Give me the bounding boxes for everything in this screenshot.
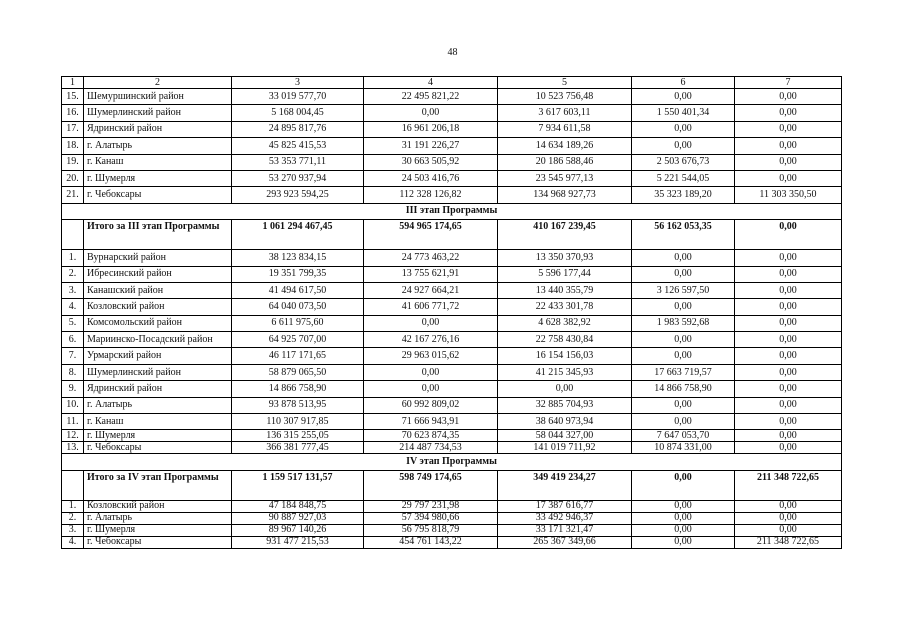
federal-budget: 24 927 664,21 — [364, 282, 498, 298]
budget-table — [61, 76, 842, 549]
federal-budget: 71 666 943,91 — [364, 414, 498, 430]
other-sources: 211 348 722,65 — [735, 536, 842, 548]
other-sources: 0,00 — [735, 170, 842, 186]
republic-budget: 265 367 349,66 — [498, 536, 632, 548]
municipality-name: Итого за IV этап Программы — [84, 470, 232, 500]
republic-budget: 5 596 177,44 — [498, 266, 632, 282]
total-amount: 41 494 617,50 — [232, 282, 364, 298]
municipality-name: Мариинско-Посадский район — [84, 332, 232, 348]
row-number — [62, 220, 84, 250]
stage-4-total-row — [62, 470, 842, 500]
row-number: 19. — [62, 154, 84, 170]
municipality-name: г. Чебоксары — [84, 536, 232, 548]
row-number: 9. — [62, 381, 84, 397]
other-sources: 11 303 350,50 — [735, 187, 842, 203]
table-row — [62, 536, 842, 548]
local-budget: 3 126 597,50 — [632, 282, 735, 298]
local-budget: 0,00 — [632, 332, 735, 348]
row-number: 1 — [62, 77, 84, 89]
republic-budget: 17 387 616,77 — [498, 500, 632, 512]
local-budget: 0,00 — [632, 512, 735, 524]
table-row — [62, 315, 842, 331]
table-row — [62, 105, 842, 121]
republic-budget: 38 640 973,94 — [498, 414, 632, 430]
federal-budget: 31 191 226,27 — [364, 138, 498, 154]
federal-budget: 598 749 174,65 — [364, 470, 498, 500]
total-amount: 38 123 834,15 — [232, 250, 364, 266]
federal-budget: 594 965 174,65 — [364, 220, 498, 250]
local-budget: 0,00 — [632, 414, 735, 430]
local-budget: 0,00 — [632, 138, 735, 154]
table-row — [62, 121, 842, 137]
total-amount: 53 353 771,11 — [232, 154, 364, 170]
municipality-name: г. Алатырь — [84, 397, 232, 413]
local-budget: 0,00 — [632, 470, 735, 500]
republic-budget: 22 758 430,84 — [498, 332, 632, 348]
municipality-name: Ибресинский район — [84, 266, 232, 282]
republic-budget: 10 523 756,48 — [498, 89, 632, 105]
table-row — [62, 442, 842, 454]
other-sources: 0,00 — [735, 348, 842, 364]
republic-budget: 22 433 301,78 — [498, 299, 632, 315]
republic-budget: 20 186 588,46 — [498, 154, 632, 170]
table-row — [62, 282, 842, 298]
other-sources: 0,00 — [735, 430, 842, 442]
total-amount: 6 611 975,60 — [232, 315, 364, 331]
federal-budget: 22 495 821,22 — [364, 89, 498, 105]
republic-budget: 33 492 946,37 — [498, 512, 632, 524]
total-amount: 90 887 927,03 — [232, 512, 364, 524]
other-sources: 0,00 — [735, 154, 842, 170]
total-amount: 47 184 848,75 — [232, 500, 364, 512]
row-number: 21. — [62, 187, 84, 203]
total-amount: 3 — [232, 77, 364, 89]
total-amount: 45 825 415,53 — [232, 138, 364, 154]
row-number: 8. — [62, 364, 84, 380]
other-sources: 7 — [735, 77, 842, 89]
table-row — [62, 89, 842, 105]
other-sources: 0,00 — [735, 442, 842, 454]
table-row — [62, 170, 842, 186]
municipality-name: г. Чебоксары — [84, 187, 232, 203]
row-number: 3. — [62, 282, 84, 298]
table-header-row — [62, 77, 842, 89]
other-sources: 0,00 — [735, 500, 842, 512]
table-row — [62, 414, 842, 430]
table-row — [62, 332, 842, 348]
table-row — [62, 524, 842, 536]
row-number: 10. — [62, 397, 84, 413]
republic-budget: 16 154 156,03 — [498, 348, 632, 364]
table-row — [62, 381, 842, 397]
local-budget: 10 874 331,00 — [632, 442, 735, 454]
table-row — [62, 154, 842, 170]
republic-budget: 13 350 370,93 — [498, 250, 632, 266]
table-row — [62, 364, 842, 380]
local-budget: 35 323 189,20 — [632, 187, 735, 203]
municipality-name: Козловский район — [84, 299, 232, 315]
total-amount: 931 477 215,53 — [232, 536, 364, 548]
other-sources: 0,00 — [735, 512, 842, 524]
federal-budget: 24 503 416,76 — [364, 170, 498, 186]
other-sources: 0,00 — [735, 266, 842, 282]
republic-budget: 7 934 611,58 — [498, 121, 632, 137]
local-budget: 0,00 — [632, 89, 735, 105]
other-sources: 0,00 — [735, 121, 842, 137]
municipality-name: г. Шумерля — [84, 524, 232, 536]
federal-budget: 42 167 276,16 — [364, 332, 498, 348]
republic-budget: 33 171 321,47 — [498, 524, 632, 536]
federal-budget: 454 761 143,22 — [364, 536, 498, 548]
federal-budget: 60 992 809,02 — [364, 397, 498, 413]
municipality-name: Шумерлинский район — [84, 364, 232, 380]
total-amount: 53 270 937,94 — [232, 170, 364, 186]
federal-budget: 70 623 874,35 — [364, 430, 498, 442]
municipality-name: г. Чебоксары — [84, 442, 232, 454]
federal-budget: 16 961 206,18 — [364, 121, 498, 137]
total-amount: 366 381 777,45 — [232, 442, 364, 454]
total-amount: 58 879 065,50 — [232, 364, 364, 380]
republic-budget: 41 215 345,93 — [498, 364, 632, 380]
local-budget: 17 663 719,57 — [632, 364, 735, 380]
local-budget: 0,00 — [632, 266, 735, 282]
republic-budget: 134 968 927,73 — [498, 187, 632, 203]
federal-budget: 4 — [364, 77, 498, 89]
total-amount: 93 878 513,95 — [232, 397, 364, 413]
row-number: 20. — [62, 170, 84, 186]
local-budget: 5 221 544,05 — [632, 170, 735, 186]
local-budget: 0,00 — [632, 524, 735, 536]
total-amount: 1 061 294 467,45 — [232, 220, 364, 250]
local-budget: 0,00 — [632, 299, 735, 315]
total-amount: 293 923 594,25 — [232, 187, 364, 203]
local-budget: 56 162 053,35 — [632, 220, 735, 250]
row-number: 17. — [62, 121, 84, 137]
table-row — [62, 430, 842, 442]
local-budget: 0,00 — [632, 500, 735, 512]
federal-budget: 214 487 734,53 — [364, 442, 498, 454]
local-budget: 0,00 — [632, 348, 735, 364]
table-row — [62, 299, 842, 315]
total-amount: 5 168 004,45 — [232, 105, 364, 121]
republic-budget: 141 019 711,92 — [498, 442, 632, 454]
row-number: 5. — [62, 315, 84, 331]
local-budget: 2 503 676,73 — [632, 154, 735, 170]
row-number: 12. — [62, 430, 84, 442]
row-number: 2. — [62, 266, 84, 282]
municipality-name: Комсомольский район — [84, 315, 232, 331]
municipality-name: г. Канаш — [84, 154, 232, 170]
local-budget: 0,00 — [632, 250, 735, 266]
republic-budget: 0,00 — [498, 381, 632, 397]
row-number: 7. — [62, 348, 84, 364]
table-row — [62, 512, 842, 524]
row-number: 16. — [62, 105, 84, 121]
municipality-name: г. Шумерля — [84, 170, 232, 186]
row-number — [62, 470, 84, 500]
federal-budget: 29 797 231,98 — [364, 500, 498, 512]
federal-budget: 0,00 — [364, 105, 498, 121]
total-amount: 19 351 799,35 — [232, 266, 364, 282]
municipality-name: Ядринский район — [84, 381, 232, 397]
federal-budget: 30 663 505,92 — [364, 154, 498, 170]
row-number: 3. — [62, 524, 84, 536]
local-budget: 0,00 — [632, 536, 735, 548]
total-amount: 24 895 817,76 — [232, 121, 364, 137]
municipality-name: Шумерлинский район — [84, 105, 232, 121]
row-number: 18. — [62, 138, 84, 154]
total-amount: 1 159 517 131,57 — [232, 470, 364, 500]
stage-3-total-row — [62, 220, 842, 250]
federal-budget: 0,00 — [364, 364, 498, 380]
federal-budget: 29 963 015,62 — [364, 348, 498, 364]
row-number: 6. — [62, 332, 84, 348]
republic-budget: 13 440 355,79 — [498, 282, 632, 298]
republic-budget: 3 617 603,11 — [498, 105, 632, 121]
total-amount: 14 866 758,90 — [232, 381, 364, 397]
stage-4-heading-row — [62, 454, 842, 470]
row-number: 1. — [62, 250, 84, 266]
municipality-name: 2 — [84, 77, 232, 89]
municipality-name: Козловский район — [84, 500, 232, 512]
local-budget: 6 — [632, 77, 735, 89]
total-amount: 64 040 073,50 — [232, 299, 364, 315]
local-budget: 1 983 592,68 — [632, 315, 735, 331]
table-row — [62, 266, 842, 282]
total-amount: 136 315 255,05 — [232, 430, 364, 442]
other-sources: 0,00 — [735, 138, 842, 154]
federal-budget: 56 795 818,79 — [364, 524, 498, 536]
republic-budget: 32 885 704,93 — [498, 397, 632, 413]
municipality-name: Ядринский район — [84, 121, 232, 137]
row-number: 2. — [62, 512, 84, 524]
federal-budget: 0,00 — [364, 315, 498, 331]
total-amount: 64 925 707,00 — [232, 332, 364, 348]
row-number: 15. — [62, 89, 84, 105]
municipality-name: г. Шумерля — [84, 430, 232, 442]
total-amount: 110 307 917,85 — [232, 414, 364, 430]
municipality-name: Итого за III этап Программы — [84, 220, 232, 250]
federal-budget: 112 328 126,82 — [364, 187, 498, 203]
federal-budget: 13 755 621,91 — [364, 266, 498, 282]
municipality-name: Шемуршинский район — [84, 89, 232, 105]
other-sources: 0,00 — [735, 250, 842, 266]
local-budget: 14 866 758,90 — [632, 381, 735, 397]
other-sources: 0,00 — [735, 414, 842, 430]
stage-title: III этап Программы — [62, 203, 842, 219]
total-amount: 33 019 577,70 — [232, 89, 364, 105]
table-row — [62, 138, 842, 154]
municipality-name: г. Алатырь — [84, 138, 232, 154]
row-number: 11. — [62, 414, 84, 430]
municipality-name: Урмарский район — [84, 348, 232, 364]
federal-budget: 57 394 980,66 — [364, 512, 498, 524]
total-amount: 89 967 140,26 — [232, 524, 364, 536]
republic-budget: 349 419 234,27 — [498, 470, 632, 500]
other-sources: 0,00 — [735, 315, 842, 331]
total-amount: 46 117 171,65 — [232, 348, 364, 364]
federal-budget: 0,00 — [364, 381, 498, 397]
stage-3-heading-row — [62, 203, 842, 219]
page-number: 48 — [447, 47, 458, 58]
table-row — [62, 348, 842, 364]
municipality-name: Канашский район — [84, 282, 232, 298]
other-sources: 0,00 — [735, 282, 842, 298]
federal-budget: 41 606 771,72 — [364, 299, 498, 315]
other-sources: 0,00 — [735, 381, 842, 397]
row-number: 1. — [62, 500, 84, 512]
republic-budget: 14 634 189,26 — [498, 138, 632, 154]
republic-budget: 23 545 977,13 — [498, 170, 632, 186]
local-budget: 1 550 401,34 — [632, 105, 735, 121]
table-row — [62, 187, 842, 203]
municipality-name: г. Канаш — [84, 414, 232, 430]
republic-budget: 5 — [498, 77, 632, 89]
other-sources: 0,00 — [735, 299, 842, 315]
other-sources: 0,00 — [735, 332, 842, 348]
republic-budget: 410 167 239,45 — [498, 220, 632, 250]
federal-budget: 24 773 463,22 — [364, 250, 498, 266]
row-number: 4. — [62, 299, 84, 315]
municipality-name: Вурнарский район — [84, 250, 232, 266]
table-row — [62, 250, 842, 266]
other-sources: 0,00 — [735, 89, 842, 105]
republic-budget: 58 044 327,00 — [498, 430, 632, 442]
other-sources: 0,00 — [735, 220, 842, 250]
other-sources: 0,00 — [735, 105, 842, 121]
other-sources: 211 348 722,65 — [735, 470, 842, 500]
other-sources: 0,00 — [735, 524, 842, 536]
municipality-name: г. Алатырь — [84, 512, 232, 524]
table-row — [62, 500, 842, 512]
table-row — [62, 397, 842, 413]
stage-title: IV этап Программы — [62, 454, 842, 470]
local-budget: 7 647 053,70 — [632, 430, 735, 442]
local-budget: 0,00 — [632, 397, 735, 413]
local-budget: 0,00 — [632, 121, 735, 137]
row-number: 13. — [62, 442, 84, 454]
row-number: 4. — [62, 536, 84, 548]
other-sources: 0,00 — [735, 364, 842, 380]
republic-budget: 4 628 382,92 — [498, 315, 632, 331]
other-sources: 0,00 — [735, 397, 842, 413]
